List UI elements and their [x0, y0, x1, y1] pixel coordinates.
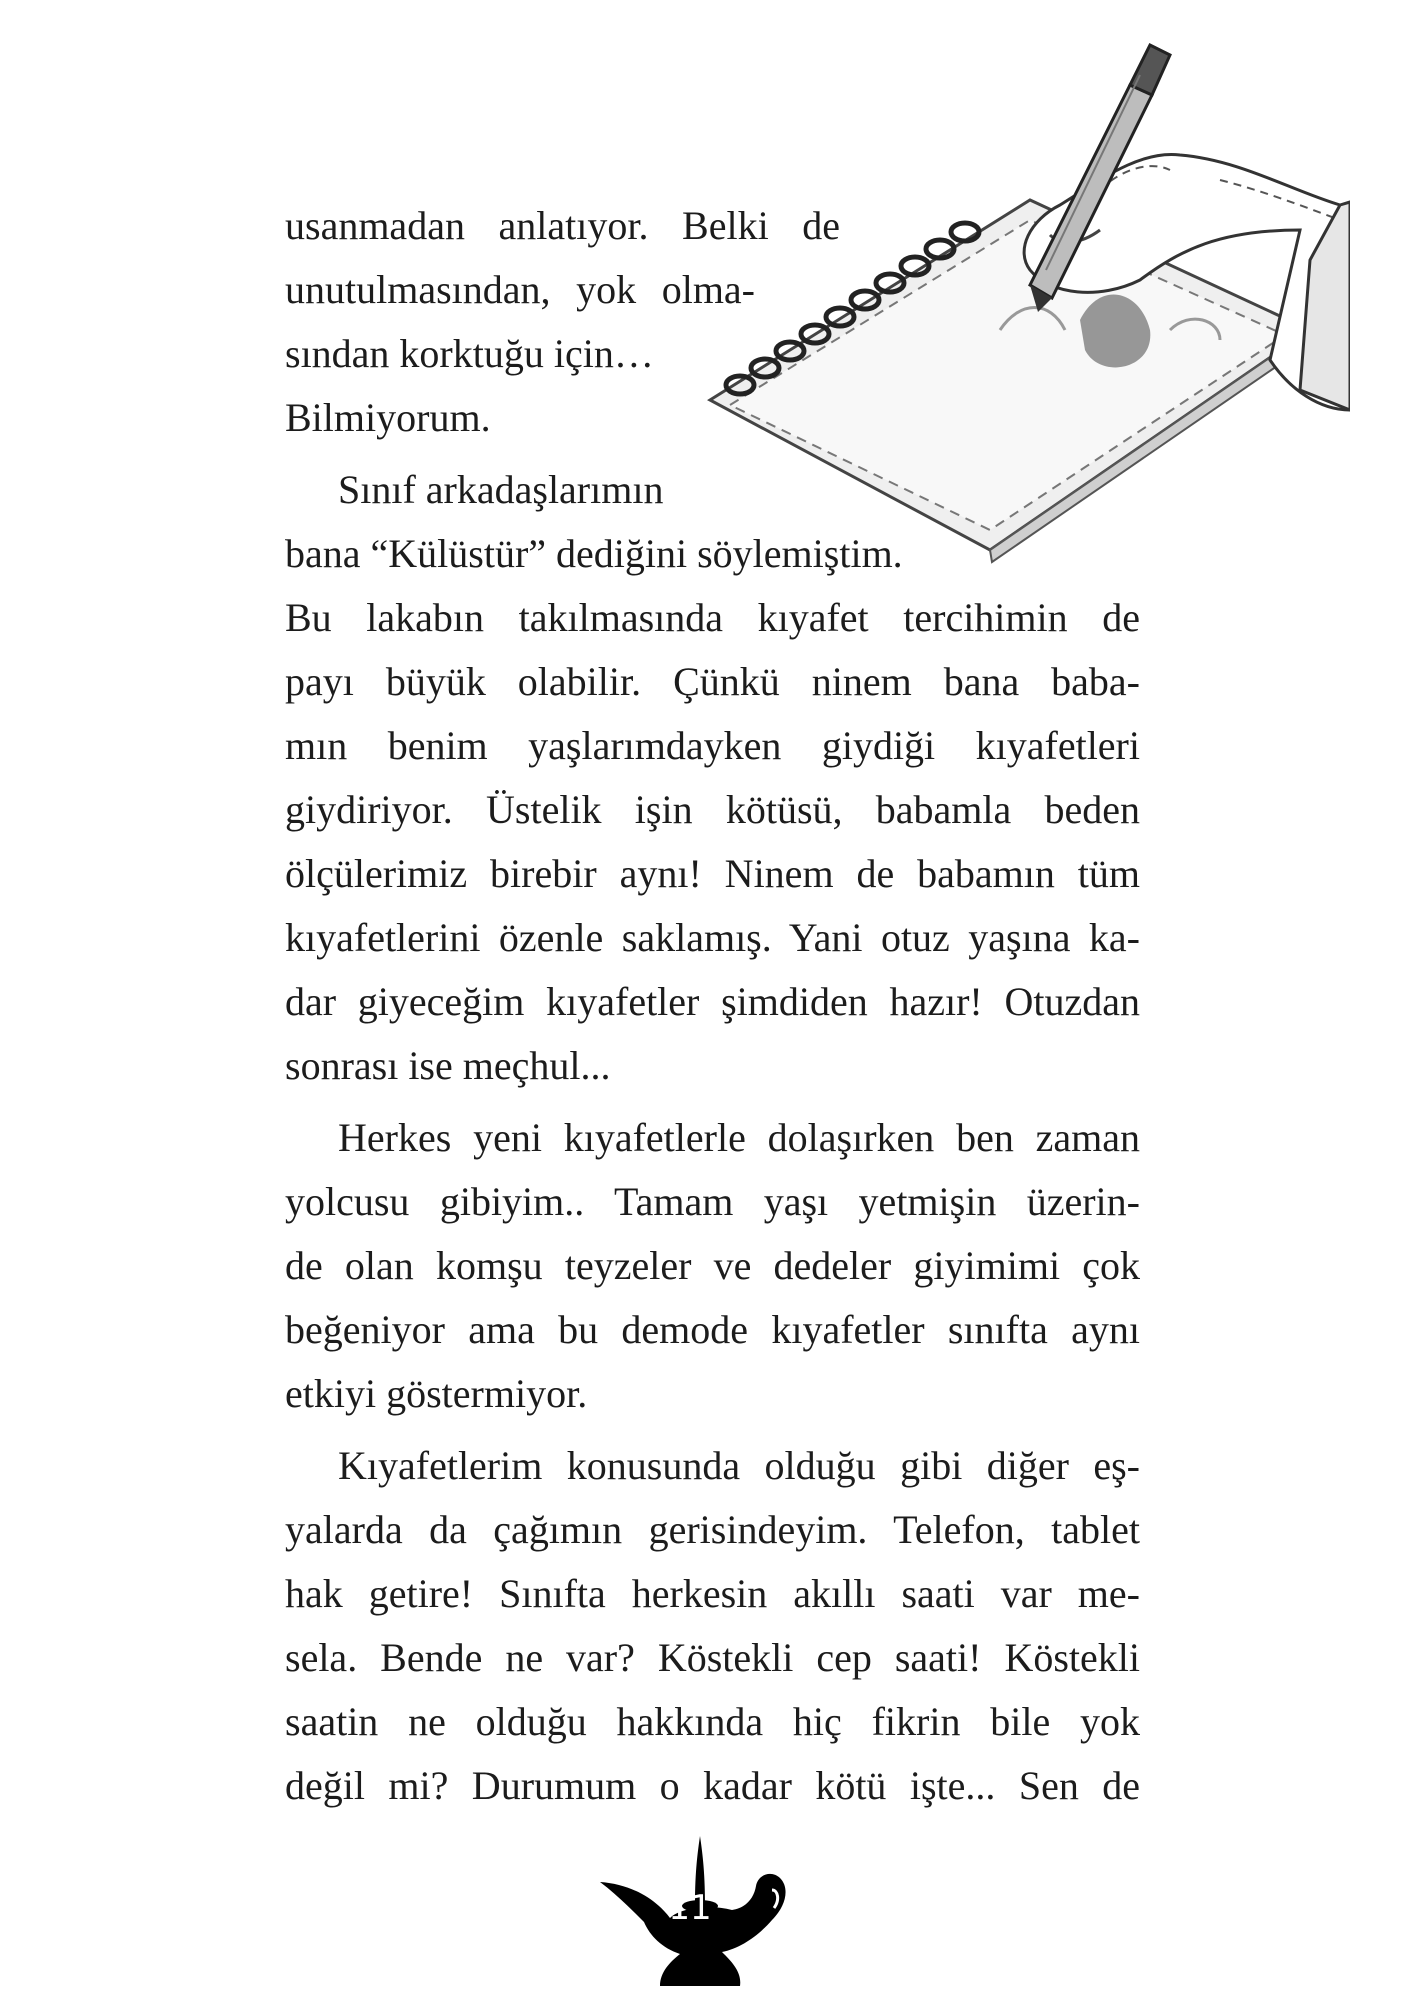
text-line: beğeniyor ama bu demode kıyafetler sınıfta aynı: [285, 1307, 1140, 1352]
text-line: de olan komşu teyzeler ve dedeler giyimimi çok: [285, 1243, 1140, 1288]
text-line: Herkes yeni kıyafetlerle dolaşırken ben zaman: [338, 1115, 1140, 1160]
text-line: hak getire! Sınıfta herkesin akıllı saati var me-: [285, 1571, 1140, 1616]
text-line: Sınıf arkadaşlarımın: [338, 467, 664, 512]
text-line: yolcusu gibiyim.. Tamam yaşı yetmişin üzerin-: [285, 1179, 1140, 1224]
text-line: Bilmiyorum.: [285, 395, 491, 440]
text-line: ölçülerimiz birebir aynı! Ninem de babamın tüm: [285, 851, 1140, 896]
text-line: değil mi? Durumum o kadar kötü işte... Sen de: [285, 1763, 1140, 1808]
text-line: giydiriyor. Üstelik işin kötüsü, babamla beden: [285, 787, 1140, 832]
text-line: sından korktuğu için…: [285, 331, 654, 376]
text-line: mın benim yaşlarımdayken giydiği kıyafetleri: [285, 723, 1140, 768]
text-line: Kıyafetlerim konusunda olduğu gibi diğer eş-: [338, 1443, 1140, 1488]
text-line: bana “Külüstür” dediğini söylemiştim.: [285, 531, 903, 576]
text-line: kıyafetlerini özenle saklamış. Yani otuz yaşına ka-: [285, 915, 1140, 960]
text-line: yalarda da çağımın gerisindeyim. Telefon, tablet: [285, 1507, 1140, 1552]
text-line: etkiyi göstermiyor.: [285, 1371, 588, 1416]
text-line: saatin ne olduğu hakkında hiç fikrin bile yok: [285, 1699, 1140, 1744]
text-line: usanmadan anlatıyor. Belki de: [285, 203, 840, 248]
hand-writing-notebook-illustration: [700, 30, 1350, 590]
text-line: payı büyük olabilir. Çünkü ninem bana baba-: [285, 659, 1140, 704]
text-line: dar giyeceğim kıyafetler şimdiden hazır! Otuzdan: [285, 979, 1140, 1024]
text-line: unutulmasından, yok olma-: [285, 267, 755, 312]
page-number: 11: [668, 1888, 712, 1928]
text-line: sela. Bende ne var? Köstekli cep saati! Köstekli: [285, 1635, 1140, 1680]
text-line: sonrası ise meçhul...: [285, 1043, 611, 1088]
text-line: Bu lakabın takılmasında kıyafet tercihimin de: [285, 595, 1140, 640]
